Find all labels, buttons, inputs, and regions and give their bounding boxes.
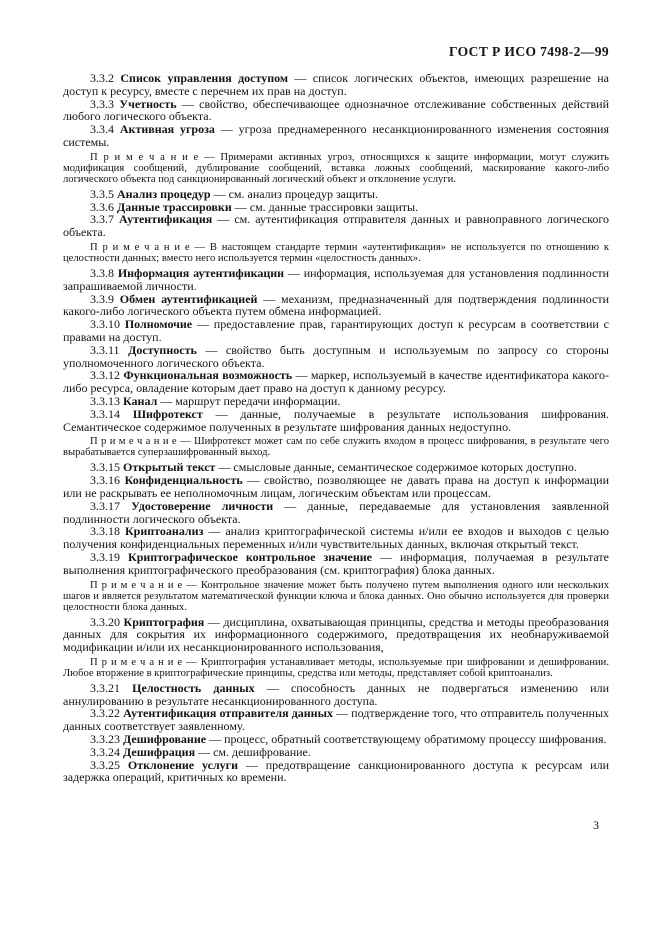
- term-name: Шифротекст: [132, 406, 203, 421]
- term-name: Аутентификация отправителя данных: [123, 706, 333, 721]
- term-paragraph: 3.3.23 Дешифрование — процесс, обратный соответствующему обратимому процессу шифрования.: [90, 732, 607, 747]
- page-number: 3: [593, 818, 599, 832]
- term-number: 3.3.17: [90, 498, 132, 513]
- term-number: 3.3.6: [90, 199, 117, 214]
- term-name: Криптоанализ: [124, 524, 204, 539]
- term-paragraph: 3.3.15 Открытый текст — смысловые данные, семантическое содержимое которых доступно.: [90, 460, 577, 475]
- term-number: 3.3.21: [90, 680, 133, 695]
- term-paragraph: 3.3.17 Удостоверение личности — данные, передаваемые для установления заявленной подлинности логического объекта.: [63, 498, 610, 526]
- term-number: 3.3.11: [90, 342, 129, 357]
- term-name: Дешифрация: [123, 744, 196, 759]
- term-name: Информация аутентификации: [117, 265, 285, 280]
- term-number: 3.3.3: [90, 96, 120, 111]
- term-number: 3.3.8: [90, 265, 118, 280]
- term-name: Удостоверение личности: [131, 498, 274, 513]
- term-number: 3.3.14: [90, 406, 133, 421]
- note-paragraph: П р и м е ч а н и е — Шифротекст может сам по себе служить входом в процесс шифрования, в результате чего вырабатывается суперзашифрованный выход.: [63, 436, 609, 459]
- term-paragraph: 3.3.9 Обмен аутентификацией — механизм, предназначенный для подтверждения подлинности какого-либо логического объекта путем обмена информацией.: [63, 291, 610, 319]
- term-number: 3.3.13: [90, 393, 123, 408]
- note-label: П р и м е ч а н и е: [90, 436, 177, 448]
- term-number: 3.3.22: [90, 706, 124, 721]
- term-paragraph: 3.3.4 Активная угроза — угроза преднамеренного несанкционированного изменения состояния системы.: [63, 122, 609, 149]
- term-paragraph: 3.3.14 Шифротекст — данные, получаемые в результате использования шифрования. Семантическое содержимое полученных в результате шифрования данных недоступно.: [63, 406, 610, 434]
- term-paragraph: 3.3.11 Доступность — свойство быть доступным и используемым по запросу со стороны уполномоченного логического объекта.: [63, 342, 609, 370]
- term-paragraph: 3.3.7 Аутентификация — см. аутентификация отправителя данных и равноправного логического объекта.: [63, 212, 610, 240]
- note-paragraph: П р и м е ч а н и е — Криптография устанавливает методы, используемые при шифровании и дешифровании. Любое вторжение в криптографические принципы, средства или методы, представляет собой криптоанализ.: [63, 656, 609, 679]
- term-paragraph: 3.3.5 Анализ процедур — см. анализ процедур защиты.: [90, 186, 378, 201]
- term-name: Аутентификация: [119, 212, 213, 227]
- term-number: 3.3.16: [90, 473, 125, 488]
- note-paragraph: П р и м е ч а н и е — Примерами активных угроз, относящихся к защите информации, могут служить модификация сообщений, дублирование сообщений, вставка ложных сообщений, маскирование какого-либо логического объекта под санкционированный логический объект и отклонение услуги.: [63, 151, 609, 185]
- note-paragraph: П р и м е ч а н и е — В настоящем стандарте термин «аутентификация» не используется по отношению к целостности данных; вместо него используется термин «целостность данных».: [63, 241, 609, 264]
- term-paragraph: 3.3.18 Криптоанализ — анализ криптографической системы и/или ее входов и выходов с целью получения конфиденциальных переменных и/или чувствительных данных, включая открытый текст.: [63, 524, 609, 552]
- term-number: 3.3.25: [90, 757, 128, 772]
- term-number: 3.3.23: [90, 732, 123, 747]
- term-paragraph: 3.3.22 Аутентификация отправителя данных — подтверждение того, что отправитель полученных данных соответствует заявленному.: [63, 706, 610, 734]
- term-name: Целостность данных: [132, 680, 255, 695]
- term-name: Доступность: [128, 342, 197, 357]
- term-name: Конфиденциальность: [124, 473, 243, 488]
- term-name: Учетность: [119, 96, 177, 111]
- note-label: П р и м е ч а н и е: [90, 579, 183, 591]
- term-number: 3.3.7: [90, 212, 120, 227]
- term-paragraph: 3.3.3 Учетность — свойство, обеспечивающее однозначное отслеживание собственных действий любого логического объекта.: [63, 96, 609, 124]
- term-name: Обмен аутентификацией: [119, 291, 258, 306]
- term-number: 3.3.2: [90, 71, 121, 85]
- note-label: П р и м е ч а н и е: [90, 151, 199, 163]
- term-name: Полномочие: [124, 317, 193, 332]
- term-name: Криптографическое контрольное значение: [128, 549, 372, 564]
- term-name: Открытый текст: [123, 460, 216, 475]
- term-name: Список управления доступом: [120, 71, 289, 85]
- term-number: 3.3.10: [90, 317, 125, 332]
- note-label: П р и м е ч а н и е: [90, 656, 183, 668]
- term-paragraph: 3.3.19 Криптографическое контрольное значение — информация, получаемая в результате выполнения криптографического преобразования (см. криптография) блока данных.: [63, 549, 609, 577]
- term-name: Отклонение услуги: [127, 757, 239, 772]
- term-name: Дешифрование: [123, 732, 207, 747]
- term-paragraph: 3.3.12 Функциональная возможность — маркер, используемый в качестве идентификатора какого-либо ресурса, овладение которым дает право на доступ к данному ресурсу.: [63, 368, 610, 396]
- note-label: П р и м е ч а н и е: [90, 241, 190, 253]
- term-number: 3.3.20: [90, 614, 124, 629]
- term-number: 3.3.12: [90, 368, 124, 383]
- term-paragraph: 3.3.24 Дешифрация — см. дешифрование.: [90, 744, 311, 759]
- term-paragraph: 3.3.21 Целостность данных — способность данных не подвергаться изменению или аннулированию в результате несанкционированного доступа.: [63, 680, 610, 708]
- term-paragraph: 3.3.13 Канал — маршрут передачи информации.: [90, 393, 341, 408]
- term-number: 3.3.9: [90, 291, 120, 306]
- term-number: 3.3.24: [90, 744, 123, 759]
- term-name: Функциональная возможность: [123, 368, 293, 383]
- term-paragraph: 3.3.2 Список управления доступом — список логических объектов, имеющих разрешение на доступ к ресурсу, вместе с перечнем их прав на доступ.: [63, 71, 610, 98]
- term-paragraph: 3.3.16 Конфиденциальность — свойство, позволяющее не давать права на доступ к информации или не раскрывать ее неполномочным лицам, логическим объектам или процессам.: [63, 473, 609, 500]
- term-paragraph: 3.3.6 Данные трассировки — см. данные трассировки защиты.: [90, 199, 419, 214]
- term-paragraph: 3.3.8 Информация аутентификации — информация, используемая для установления подлинности запрашиваемой личности.: [63, 265, 610, 293]
- term-number: 3.3.19: [90, 549, 128, 564]
- term-name: Криптография: [123, 614, 205, 629]
- term-number: 3.3.4: [90, 122, 120, 137]
- term-paragraph: 3.3.25 Отклонение услуги — предотвращение санкционированного доступа к ресурсам или задержка операций, критичных ко времени.: [63, 757, 609, 785]
- document-header: ГОСТ Р ИСО 7498-2—99: [448, 44, 609, 59]
- term-name: Анализ процедур: [117, 186, 211, 201]
- term-name: Активная угроза: [119, 122, 215, 137]
- note-paragraph: П р и м е ч а н и е — Контрольное значение может быть получено путем выполнения одного или нескольких шагов и является результатом математической функции ключа и блока данных. Оно обычно используется для проверки целостности блока данных.: [63, 579, 609, 613]
- term-paragraph: 3.3.10 Полномочие — предоставление прав, гарантирующих доступ к ресурсам в соответствии с правами на доступ.: [63, 317, 610, 344]
- terms-content: [63, 72, 609, 784]
- term-paragraph: 3.3.20 Криптография — дисциплина, охватывающая принципы, средства и методы преобразования данных для сокрытия их информационного содержимого, предотвращения их необнаруживаемой модификации и/или их несанкционированного использования,: [63, 614, 609, 655]
- term-number: 3.3.5: [90, 186, 117, 201]
- term-name: Канал: [123, 393, 158, 408]
- term-number: 3.3.15: [90, 460, 123, 475]
- term-name: Данные трассировки: [117, 199, 232, 214]
- term-number: 3.3.18: [90, 524, 125, 539]
